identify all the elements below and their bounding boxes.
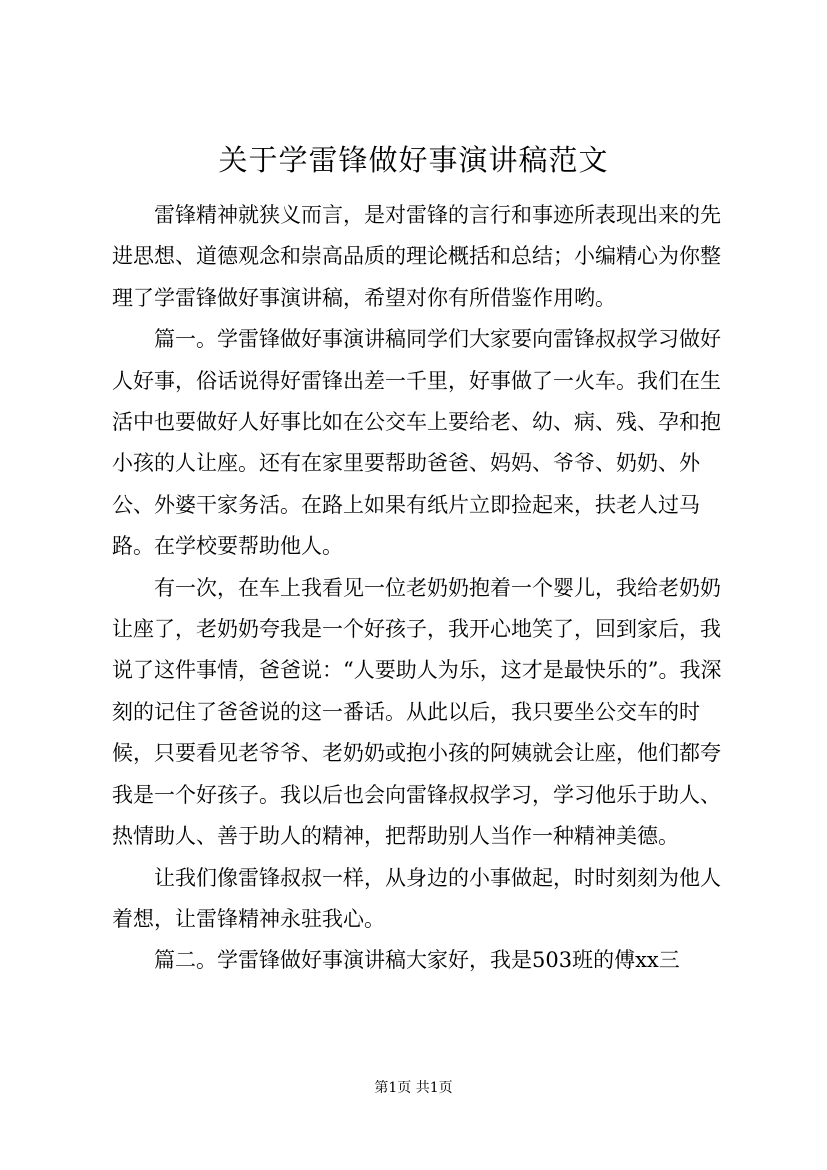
- document-body: [112, 195, 732, 982]
- page-footer: 第1页 共1页: [374, 1080, 453, 1096]
- paragraph: 让我们像雷锋叔叔一样，从身边的小事做起，时时刻刻为他人着想，让雷锋精神永驻我心。: [112, 865, 721, 931]
- paragraph: 有一次，在车上我看见一位老奶奶抱着一个婴儿，我给老奶奶让座了，老奶奶夸我是一个好孩子，我开心地笑了，回到家后，我说了这件事情，爸爸说：“人要助人为乐，这才是最快乐的”。我深刻的记住了爸爸说的这一番话。从此以后，我只要坐公交车的时候，只要看见老爷爷、老奶奶或抱小孩的阿姨就会让座，他们都夸我是一个好孩子。我以后也会向雷锋叔叔学习，学习他乐于助人、热情助人、善于助人的精神，把帮助别人当作一种精神美德。: [112, 575, 722, 849]
- paragraph: 雷锋精神就狭义而言，是对雷锋的言行和事迹所表现出来的先进思想、道德观念和崇高品质的理论概括和总结；小编精心为你整理了学雷锋做好事演讲稿，希望对你有所借鉴作用哟。: [112, 203, 721, 310]
- paragraph: 篇一。学雷锋做好事演讲稿同学们大家要向雷锋叔叔学习做好人好事，俗话说得好雷锋出差一千里，好事做了一火车。我们在生活中也要做好人好事比如在公交车上要给老、幼、病、残、孕和抱小孩的人让座。还有在家里要帮助爸爸、妈妈、爷爷、奶奶、外公、外婆干家务活。在路上如果有纸片立即捡起来，扶老人过马路。在学校要帮助他人。: [112, 327, 721, 559]
- paragraph: 篇二。学雷锋做好事演讲稿大家好，我是503班的傅xx三: [154, 948, 680, 973]
- document-title: 关于学雷锋做好事演讲稿范文: [218, 143, 609, 177]
